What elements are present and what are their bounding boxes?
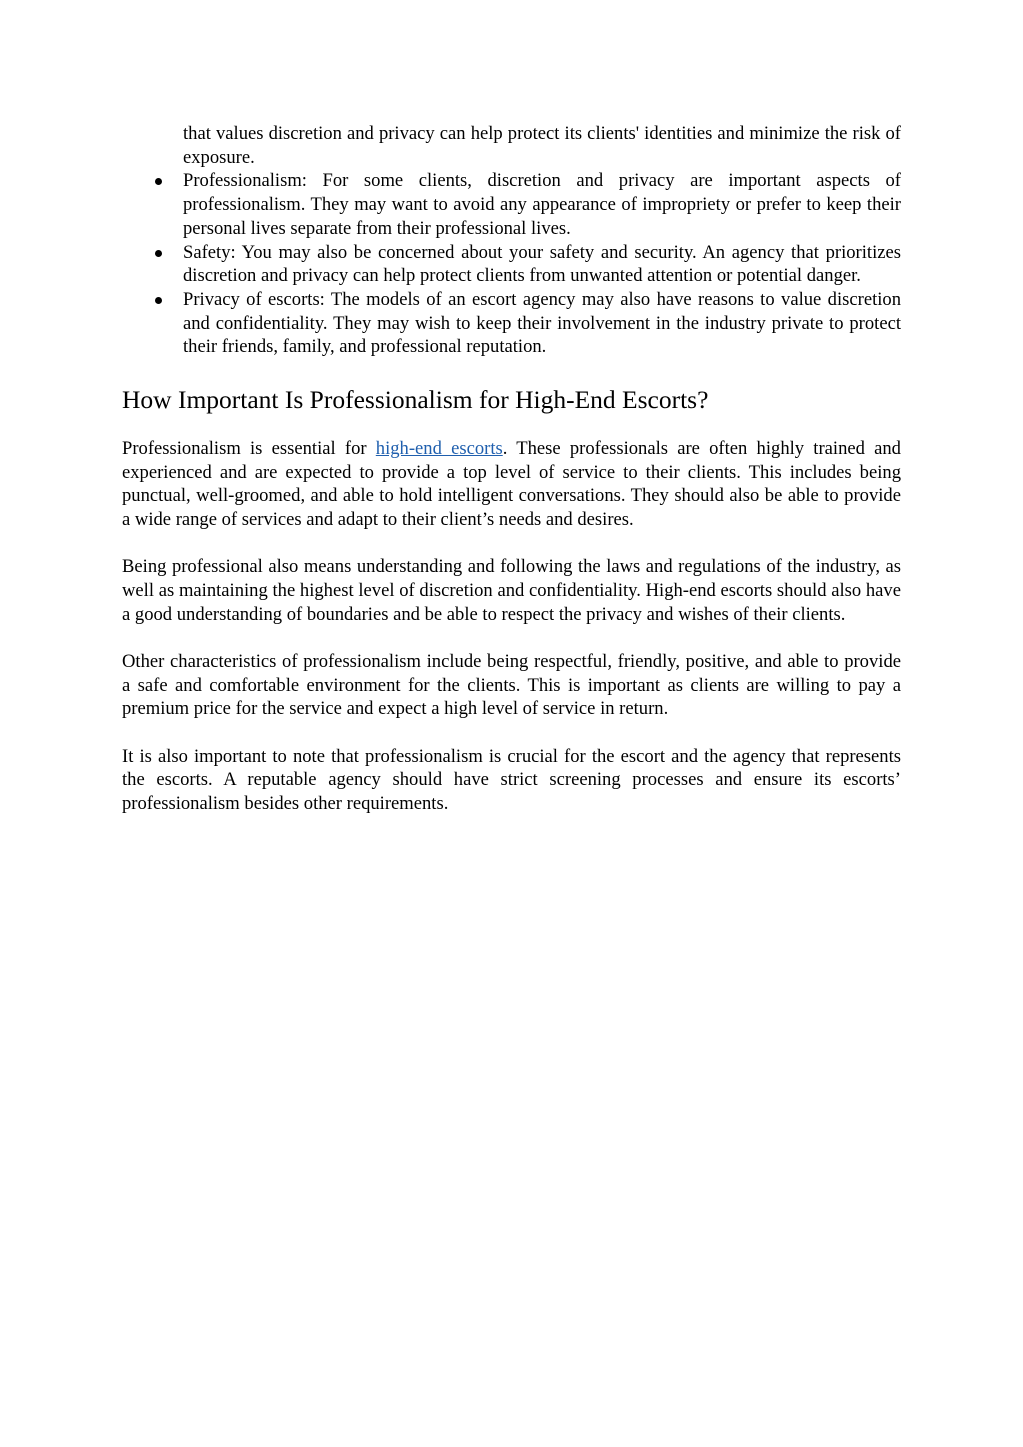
bullet-icon bbox=[155, 250, 162, 257]
list-item-text: Safety: You may also be concerned about your safety and security. An agency that prioritizes discretion and privacy can help protect clients from unwanted attention or potential danger. bbox=[183, 241, 901, 287]
list-item bbox=[122, 288, 901, 359]
paragraph-1-rest: . These professionals are often highly trained and experienced and are expected to provide a top level of service to their clients. This includes being punctual, well-groomed, and able to hold intelligent conversations. They should also be able to provide a wide range of services and adapt to their client’s needs and desires. bbox=[122, 438, 901, 531]
list-item-text: Privacy of escorts: The models of an escort agency may also have reasons to value discretion and confidentiality. They may wish to keep their involvement in the industry private to protect their friends, family, and professional reputation. bbox=[183, 288, 901, 358]
paragraph-3: Other characteristics of professionalism include being respectful, friendly, positive, and able to provide a safe and comfortable environment for the clients. This is important as clients are willing to pay a premium price for the service and expect a high level of service in return. bbox=[122, 650, 901, 720]
paragraph-1 bbox=[122, 437, 901, 532]
list-item bbox=[122, 241, 901, 288]
paragraph-2: Being professional also means understanding and following the laws and regulations of the industry, as well as maintaining the highest level of discretion and confidentiality. High-end escorts should also have a good understanding of boundaries and be able to respect the privacy and wishes of their clients. bbox=[122, 556, 901, 625]
list-item-continuation: that values discretion and privacy can help protect its clients' identities and minimize the risk of exposure. bbox=[183, 123, 901, 168]
section-heading: How Important Is Professionalism for High-End Escorts? bbox=[122, 385, 709, 415]
bullet-icon bbox=[155, 178, 162, 185]
page-content bbox=[122, 122, 901, 839]
bullet-icon bbox=[155, 297, 162, 304]
paragraph-4: It is also important to note that professionalism is crucial for the escort and the agency that represents the escorts. A reputable agency should have strict screening processes and ensure its escorts’ professionalism besides other requirements. bbox=[122, 745, 901, 814]
paragraph-1-intro: Professionalism is essential for bbox=[122, 438, 376, 460]
bullet-list bbox=[122, 169, 901, 359]
list-item-text: Professionalism: For some clients, discretion and privacy are important aspects of professionalism. They may want to avoid any appearance of impropriety or prefer to keep their personal lives separate from their professional lives. bbox=[183, 170, 901, 239]
list-item bbox=[122, 169, 901, 240]
high-end-escorts-link[interactable]: high-end escorts bbox=[375, 438, 503, 460]
